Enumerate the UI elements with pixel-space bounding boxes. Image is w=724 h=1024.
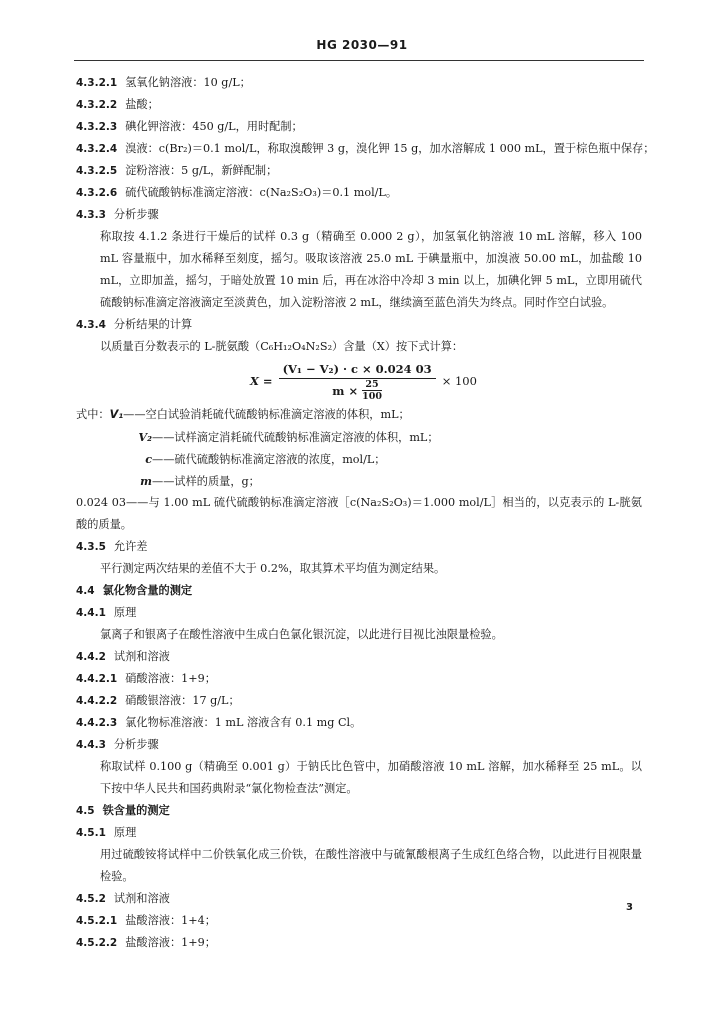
clause-heading [76, 580, 642, 602]
clause-heading [76, 932, 642, 954]
where-item-m [76, 470, 642, 492]
formula-denominator-m: m × [332, 383, 359, 398]
clause-number: 4.5 [76, 805, 95, 817]
clause-heading [76, 160, 642, 182]
document-body [76, 72, 655, 954]
clause-text: 分析步骤 [113, 208, 159, 221]
where-symbol: V₂ [138, 430, 152, 444]
formula-times-100: × 100 [441, 374, 477, 388]
clause-heading [76, 536, 642, 558]
clause-text: 盐酸； [125, 98, 159, 111]
clause-text: 分析结果的计算 [113, 318, 193, 331]
paragraph: 氯离子和银离子在酸性溶液中生成白色氯化银沉淀，以此进行目视比浊限量检验。 [100, 628, 503, 641]
where-constant: 0.024 03——与 1.00 mL 硫代硫酸钠标准滴定溶液［c(Na₂S₂O₃)＝1.000 mol/L］相当的，以克表示的 L-胱氨酸的质量。 [76, 496, 642, 531]
clause-text: 氯化物含量的测定 [102, 584, 193, 597]
clause-text: 盐酸溶液：1+9； [125, 936, 216, 949]
clause-number: 4.4.2.3 [76, 717, 118, 729]
paragraph: 称取按 4.1.2 条进行干燥后的试样 0.3 g（精确至 0.000 2 g），加氢氧化钠溶液 10 mL 溶解，移入 100 mL 容量瓶中，加水稀释至刻度，摇匀。吸取该溶液 25.0 mL 于碘量瓶中，加溴液 50.00 mL，加盐酸 10 mL，立即加盖，摇匀，于暗处放置 10 min 后，再在冰浴中冷却 3 min 以上，加碘化钾 5 mL，立即用硫代硫酸钠标准滴定溶液滴定至淡黄色，加入淀粉溶液 2 mL，继续滴至蓝色消失为终点。同时作空白试验。 [100, 230, 642, 309]
clause-text: 铁含量的测定 [102, 804, 170, 817]
clause-text: 盐酸溶液：1+4； [125, 914, 216, 927]
clause-heading [76, 822, 642, 844]
clause-number: 4.3.2.2 [76, 99, 118, 111]
where-symbol: V₁ [109, 408, 124, 421]
clause-number: 4.4.2.1 [76, 673, 118, 685]
formula-numerator: (V₁ − V₂) · c × 0.024 03 [282, 362, 432, 376]
formula-block [76, 358, 642, 404]
where-lead: 式中： [76, 408, 110, 421]
paragraph: 平行测定两次结果的差值不大于 0.2%，取其算术平均值为测定结果。 [100, 562, 446, 575]
clause-text: 氢氧化钠溶液：10 g/L； [125, 76, 251, 89]
sections-4-3-5-to-4-5 [76, 536, 642, 954]
clause-number: 4.4.2 [76, 651, 106, 663]
page-number: 3 [626, 902, 633, 913]
clause-text: 分析步骤 [113, 738, 159, 751]
where-clause [76, 404, 642, 536]
clause-number: 4.4.1 [76, 607, 106, 619]
clause-text: 硫代硫酸钠标准滴定溶液：c(Na₂S₂O₃)＝0.1 mol/L。 [125, 186, 398, 199]
clause-text: 氯化物标准溶液：1 mL 溶液含有 0.1 mg Cl。 [125, 716, 362, 729]
clause-number: 4.5.2.1 [76, 915, 118, 927]
clause-text: 试剂和溶液 [113, 650, 170, 663]
clause-number: 4.3.2.6 [76, 187, 118, 199]
clause-heading [76, 116, 642, 138]
clause-number: 4.5.2.2 [76, 937, 118, 949]
formula-denominator [332, 379, 382, 402]
section-4-3-2 [76, 72, 655, 358]
clause-number: 4.3.2.3 [76, 121, 118, 133]
clause-number: 4.5.1 [76, 827, 106, 839]
aliquot-numerator: 25 [365, 379, 379, 390]
paragraph: 以质量百分数表示的 L-胱氨酸（C₆H₁₂O₄N₂S₂）含量（X）按下式计算： [100, 340, 464, 353]
header-rule [74, 60, 644, 61]
clause-number: 4.3.2.1 [76, 77, 118, 89]
clause-number: 4.3.3 [76, 209, 106, 221]
clause-number: 4.4 [76, 585, 95, 597]
clause-heading [76, 800, 642, 822]
clause-heading [76, 910, 642, 932]
clause-heading [76, 668, 642, 690]
where-desc: ——试样滴定消耗硫代硫酸钠标准滴定溶液的体积，mL； [152, 431, 439, 444]
clause-text: 碘化钾溶液：450 g/L，用时配制； [125, 120, 303, 133]
clause-heading [76, 602, 642, 624]
where-symbol: c [145, 452, 152, 466]
clause-heading [76, 888, 642, 910]
clause-number: 4.3.2.4 [76, 143, 118, 155]
clause-heading [76, 690, 642, 712]
clause-text: 试剂和溶液 [113, 892, 170, 905]
clause-heading [76, 646, 642, 668]
clause-text: 淀粉溶液：5 g/L，新鲜配制； [125, 164, 278, 177]
where-desc: ——空白试验消耗硫代硫酸钠标准滴定溶液的体积，mL； [123, 408, 410, 421]
where-desc: ——试样的质量，g； [152, 475, 260, 488]
clause-heading [76, 734, 642, 756]
paragraph: 称取试样 0.100 g（精确至 0.001 g）于钠氏比色管中，加硝酸溶液 10 mL 溶解，加水稀释至 25 mL。以下按中华人民共和国药典附录“氯化物检查法”测定。 [100, 760, 642, 795]
formula-aliquot-fraction [362, 379, 382, 402]
clause-number: 4.3.2.5 [76, 165, 118, 177]
clause-number: 4.3.5 [76, 541, 106, 553]
where-item-c [76, 448, 642, 470]
clause-heading [76, 182, 642, 204]
clause-number: 4.4.2.2 [76, 695, 118, 707]
clause-text: 溴液：c(Br₂)＝0.1 mol/L，称取溴酸钾 3 g，溴化钾 15 g，加水溶解成 1 000 mL，置于棕色瓶中保存； [125, 142, 655, 155]
formula-fraction [279, 360, 436, 402]
clause-number: 4.3.4 [76, 319, 106, 331]
clause-text: 允许差 [113, 540, 148, 553]
where-desc: ——硫代硫酸钠标准滴定溶液的浓度，mol/L； [152, 453, 386, 466]
where-item-v2 [76, 426, 642, 448]
clause-number: 4.4.3 [76, 739, 106, 751]
clause-text: 原理 [113, 826, 137, 839]
where-symbol: m [140, 474, 152, 488]
formula [250, 360, 477, 402]
clause-heading [76, 138, 655, 160]
formula-lhs: X = [250, 374, 273, 388]
standard-code-header: HG 2030—91 [316, 38, 408, 52]
clause-text: 硝酸溶液：1+9； [125, 672, 216, 685]
clause-heading [76, 712, 642, 734]
clause-text: 硝酸银溶液：17 g/L； [125, 694, 240, 707]
where-item-v1 [76, 404, 642, 426]
clause-text: 原理 [113, 606, 137, 619]
paragraph: 用过硫酸铵将试样中二价铁氧化成三价铁，在酸性溶液中与硫氰酸根离子生成红色络合物，以此进行目视限量检验。 [100, 848, 642, 883]
clause-heading [76, 204, 642, 226]
clause-heading [76, 94, 642, 116]
clause-heading [76, 72, 642, 94]
clause-number: 4.5.2 [76, 893, 106, 905]
aliquot-denominator: 100 [362, 391, 382, 402]
clause-heading [76, 314, 642, 336]
